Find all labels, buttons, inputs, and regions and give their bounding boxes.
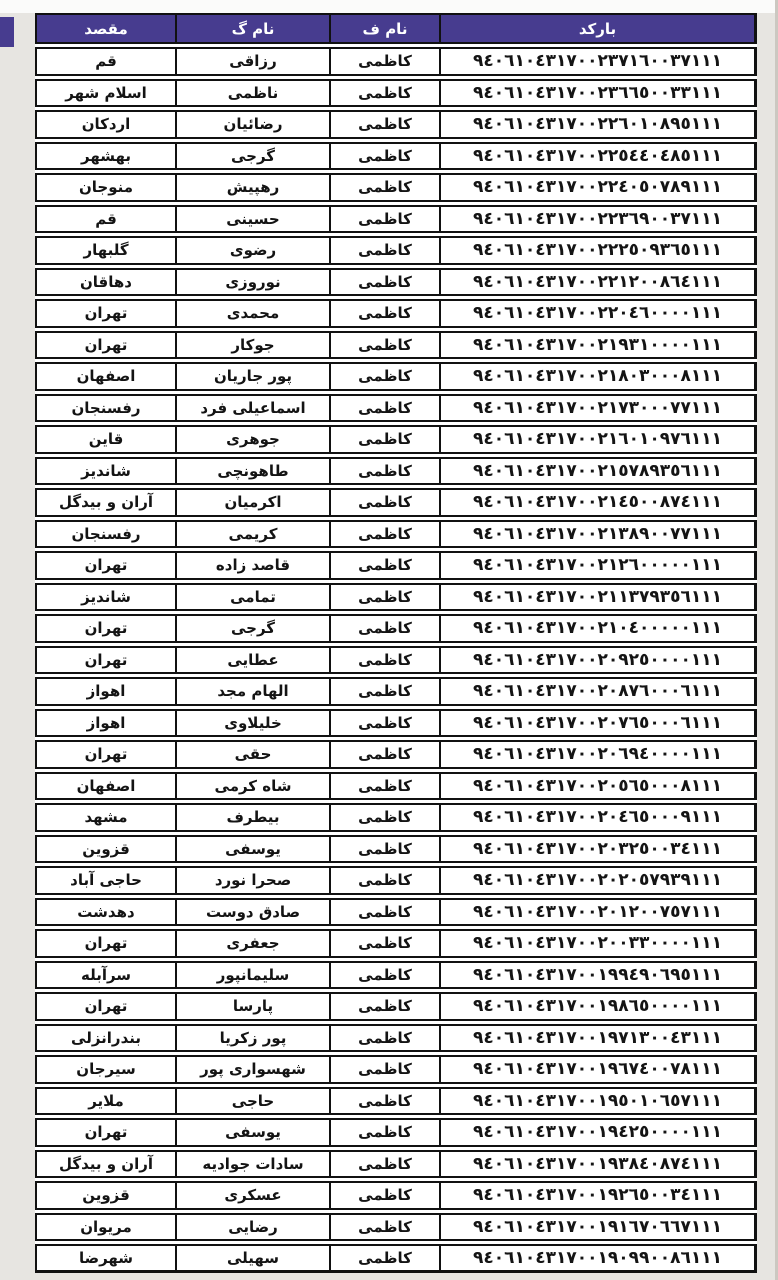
cell-destination: بهشهر	[80, 146, 132, 165]
cell-barcode: ٩٤٠٦١٠٤٣١٧٠٠١٩٠٩٩٠٠٨٦١١١	[439, 1246, 754, 1270]
cell-lastname: رضائیان	[175, 112, 329, 137]
cell-destination: تهران	[84, 556, 128, 575]
column-header-lastname: نام گ	[175, 15, 329, 42]
cell-barcode: ٩٤٠٦١٠٤٣١٧٠٠٢٠٣٢٥٠٠٣٤١١١	[439, 837, 754, 862]
cell-lastname: قاصد زاده	[175, 553, 329, 578]
cell-lastname: جوکار	[175, 333, 329, 358]
cell-firstname: کاظمی	[329, 963, 439, 988]
table-row	[35, 898, 757, 927]
cell-firstname: کاظمی	[329, 994, 439, 1019]
cell-barcode: ٩٤٠٦١٠٤٣١٧٠٠٢١٧٣٠٠٠٧٧١١١	[439, 396, 754, 421]
cell-barcode: ٩٤٠٦١٠٤٣١٧٠٠١٩٦٧٤٠٠٧٨١١١	[439, 1057, 754, 1082]
cell-barcode: ٩٤٠٦١٠٤٣١٧٠٠٢٠١٢٠٠٧٥٧١١١	[439, 900, 754, 925]
table-row	[35, 929, 757, 958]
cell-barcode: ٩٤٠٦١٠٤٣١٧٠٠٢١٢٦٠٠٠٠٠١١١	[439, 553, 754, 578]
cell-barcode: ٩٤٠٦١٠٤٣١٧٠٠٢٢٦٠١٠٨٩٥١١١	[439, 112, 754, 137]
cell-lastname: نوروزی	[175, 270, 329, 295]
table-row	[35, 1024, 757, 1053]
cell-firstname: کاظمی	[329, 522, 439, 547]
table-row	[35, 331, 757, 360]
cell-firstname: کاظمی	[329, 1215, 439, 1240]
cell-destination: قم	[95, 52, 117, 71]
cell-destination: گلبهار	[83, 241, 129, 260]
cell-barcode: ٩٤٠٦١٠٤٣١٧٠٠٢٢٥٤٤٠٤٨٥١١١	[439, 144, 754, 169]
cell-lastname: اسماعیلی فرد	[175, 396, 329, 421]
cell-firstname: کاظمی	[329, 175, 439, 200]
cell-firstname: کاظمی	[329, 1057, 439, 1082]
cell-destination: تهران	[84, 650, 128, 669]
cell-firstname: کاظمی	[329, 648, 439, 673]
cell-barcode: ٩٤٠٦١٠٤٣١٧٠٠١٩٢٦٥٠٠٣٤١١١	[439, 1183, 754, 1208]
cell-barcode: ٩٤٠٦١٠٤٣١٧٠٠٢٠٤٦٥٠٠٠٩١١١	[439, 805, 754, 830]
cell-barcode: ٩٤٠٦١٠٤٣١٧٠٠٢٢٠٤٦٠٠٠٠١١١	[439, 301, 754, 326]
cell-firstname: کاظمی	[329, 679, 439, 704]
cell-destination: شهرضا	[78, 1248, 134, 1267]
cell-destination: بندرانزلی	[71, 1028, 141, 1047]
cell-firstname: کاظمی	[329, 427, 439, 452]
cell-lastname: محمدی	[175, 301, 329, 326]
cell-destination: دهاقان	[80, 272, 132, 291]
table-body	[35, 47, 757, 1273]
cell-firstname: کاظمی	[329, 144, 439, 169]
cell-firstname: کاظمی	[329, 616, 439, 641]
cell-lastname: ناظمی	[175, 81, 329, 106]
cell-barcode: ٩٤٠٦١٠٤٣١٧٠٠١٩١٦٧٠٦٦٧١١١	[439, 1215, 754, 1240]
table-row	[35, 992, 757, 1021]
cell-barcode: ٩٤٠٦١٠٤٣١٧٠٠١٩٧١٣٠٠٤٣١١١	[439, 1026, 754, 1051]
cell-lastname: سادات جوادیه	[175, 1152, 329, 1177]
cell-barcode: ٩٤٠٦١٠٤٣١٧٠٠٢٠٦٩٤٠٠٠٠١١١	[439, 742, 754, 767]
cell-destination: سرآبله	[80, 965, 132, 984]
cell-barcode: ٩٤٠٦١٠٤٣١٧٠٠٢٢٣٦٩٠٠٣٧١١١	[439, 207, 754, 232]
cell-destination: تهران	[84, 745, 128, 764]
cell-destination: رفسنجان	[71, 398, 141, 417]
cell-destination: اهواز	[86, 682, 126, 701]
cell-barcode: ٩٤٠٦١٠٤٣١٧٠٠٢٢٤٠٥٠٧٨٩١١١	[439, 175, 754, 200]
table-row	[35, 709, 757, 738]
cell-destination: تهران	[84, 335, 128, 354]
page-top-margin	[0, 0, 778, 13]
table-row	[35, 646, 757, 675]
cell-barcode: ٩٤٠٦١٠٤٣١٧٠٠١٩٣٨٤٠٨٧٤١١١	[439, 1152, 754, 1177]
cell-lastname: صحرا نورد	[175, 868, 329, 893]
cell-firstname: کاظمی	[329, 774, 439, 799]
cell-barcode: ٩٤٠٦١٠٤٣١٧٠٠٢٠٠٣٣٠٠٠٠١١١	[439, 931, 754, 956]
cell-firstname: کاظمی	[329, 112, 439, 137]
cell-destination: تهران	[84, 1123, 128, 1142]
cell-firstname: کاظمی	[329, 742, 439, 767]
cell-lastname: گرجی	[175, 616, 329, 641]
table-row	[35, 488, 757, 517]
table-row	[35, 205, 757, 234]
cell-destination: قزوین	[82, 839, 130, 858]
cell-destination: دهدشت	[77, 902, 135, 921]
cell-lastname: رهپیش	[175, 175, 329, 200]
cell-lastname: گرجی	[175, 144, 329, 169]
table-row	[35, 47, 757, 76]
header-left-stripe	[0, 17, 14, 47]
cell-firstname: کاظمی	[329, 931, 439, 956]
cell-destination: مریوان	[80, 1217, 132, 1236]
table-row	[35, 268, 757, 297]
cell-destination: شاندیز	[81, 461, 131, 480]
cell-destination: تهران	[84, 619, 128, 638]
cell-destination: شاندیز	[81, 587, 131, 606]
cell-lastname: رضوی	[175, 238, 329, 263]
cell-destination: اردکان	[81, 115, 131, 134]
table-row	[35, 866, 757, 895]
cell-destination: تهران	[84, 934, 128, 953]
table-row	[35, 142, 757, 171]
cell-firstname: کاظمی	[329, 81, 439, 106]
cell-lastname: خلیلاوی	[175, 711, 329, 736]
cell-firstname: کاظمی	[329, 459, 439, 484]
cell-destination: اهواز	[86, 713, 126, 732]
cell-lastname: سهیلی	[175, 1246, 329, 1270]
table-row	[35, 1087, 757, 1116]
table-row	[35, 425, 757, 454]
cell-barcode: ٩٤٠٦١٠٤٣١٧٠٠١٩٥٠١٠٦٥٧١١١	[439, 1089, 754, 1114]
cell-lastname: حقی	[175, 742, 329, 767]
cell-firstname: کاظمی	[329, 837, 439, 862]
table-row	[35, 1150, 757, 1179]
cell-firstname: کاظمی	[329, 238, 439, 263]
cell-barcode: ٩٤٠٦١٠٤٣١٧٠٠٢٢٢٥٠٩٣٦٥١١١	[439, 238, 754, 263]
cell-firstname: کاظمی	[329, 868, 439, 893]
table-row	[35, 1244, 757, 1273]
table-row	[35, 1055, 757, 1084]
cell-firstname: کاظمی	[329, 1152, 439, 1177]
cell-lastname: حاجی	[175, 1089, 329, 1114]
table-row	[35, 173, 757, 202]
cell-lastname: پور جاریان	[175, 364, 329, 389]
table-row	[35, 457, 757, 486]
table-row	[35, 583, 757, 612]
cell-firstname: کاظمی	[329, 364, 439, 389]
cell-barcode: ٩٤٠٦١٠٤٣١٧٠٠٢١٠٤٠٠٠٠٠١١١	[439, 616, 754, 641]
cell-firstname: کاظمی	[329, 49, 439, 74]
table-row	[35, 614, 757, 643]
cell-lastname: طاهونچی	[175, 459, 329, 484]
cell-barcode: ٩٤٠٦١٠٤٣١٧٠٠٢٠٥٦٥٠٠٠٨١١١	[439, 774, 754, 799]
cell-barcode: ٩٤٠٦١٠٤٣١٧٠٠١٩٨٦٥٠٠٠٠١١١	[439, 994, 754, 1019]
column-header-barcode: بارکد	[439, 15, 754, 42]
cell-destination: قم	[95, 209, 117, 228]
cell-lastname: اکرمیان	[175, 490, 329, 515]
cell-lastname: یوسفی	[175, 1120, 329, 1145]
cell-barcode: ٩٤٠٦١٠٤٣١٧٠٠٢٢١٢٠٠٨٦٤١١١	[439, 270, 754, 295]
cell-lastname: یوسفی	[175, 837, 329, 862]
cell-barcode: ٩٤٠٦١٠٤٣١٧٠٠٢١٨٠٣٠٠٠٨١١١	[439, 364, 754, 389]
cell-firstname: کاظمی	[329, 1183, 439, 1208]
cell-destination: تهران	[84, 304, 128, 323]
cell-barcode: ٩٤٠٦١٠٤٣١٧٠٠١٩٤٢٥٠٠٠٠١١١	[439, 1120, 754, 1145]
cell-barcode: ٩٤٠٦١٠٤٣١٧٠٠٢١٣٨٩٠٠٧٧١١١	[439, 522, 754, 547]
cell-lastname: حسینی	[175, 207, 329, 232]
table-row	[35, 520, 757, 549]
cell-destination: اسلام شهر	[65, 83, 147, 102]
cell-lastname: رزاقی	[175, 49, 329, 74]
table-row	[35, 299, 757, 328]
table-row	[35, 835, 757, 864]
cell-barcode: ٩٤٠٦١٠٤٣١٧٠٠٢٠٧٦٥٠٠٠٦١١١	[439, 711, 754, 736]
cell-lastname: پور زکریا	[175, 1026, 329, 1051]
cell-firstname: کاظمی	[329, 301, 439, 326]
cell-barcode: ٩٤٠٦١٠٤٣١٧٠٠١٩٩٤٩٠٦٩٥١١١	[439, 963, 754, 988]
cell-destination: ملایر	[88, 1091, 124, 1110]
cell-barcode: ٩٤٠٦١٠٤٣١٧٠٠٢٣٦٦٥٠٠٣٣١١١	[439, 81, 754, 106]
table-row	[35, 961, 757, 990]
cell-destination: قاین	[88, 430, 124, 449]
table-row	[35, 803, 757, 832]
column-header-firstname: نام ف	[329, 15, 439, 42]
column-header-destination: مقصد	[84, 19, 128, 38]
cell-lastname: عطایی	[175, 648, 329, 673]
cell-barcode: ٩٤٠٦١٠٤٣١٧٠٠٢١٦٠١٠٩٧٦١١١	[439, 427, 754, 452]
cell-firstname: کاظمی	[329, 711, 439, 736]
cell-lastname: جوهری	[175, 427, 329, 452]
cell-lastname: پارسا	[175, 994, 329, 1019]
cell-barcode: ٩٤٠٦١٠٤٣١٧٠٠٢١٥٧٨٩٣٥٦١١١	[439, 459, 754, 484]
cell-lastname: صادق دوست	[175, 900, 329, 925]
cell-lastname: شاه کرمی	[175, 774, 329, 799]
table-header-row	[35, 13, 757, 44]
cell-barcode: ٩٤٠٦١٠٤٣١٧٠٠٢٠٢٠٥٧٩٣٩١١١	[439, 868, 754, 893]
table-row	[35, 79, 757, 108]
table-row	[35, 677, 757, 706]
cell-destination: رفسنجان	[71, 524, 141, 543]
cell-barcode: ٩٤٠٦١٠٤٣١٧٠٠٢٠٨٧٦٠٠٠٦١١١	[439, 679, 754, 704]
shipment-table	[35, 13, 757, 1273]
cell-destination: سیرجان	[76, 1060, 136, 1079]
table-row	[35, 551, 757, 580]
table-row	[35, 1118, 757, 1147]
cell-lastname: جعفری	[175, 931, 329, 956]
cell-destination: حاجی آباد	[70, 871, 142, 890]
cell-firstname: کاظمی	[329, 553, 439, 578]
cell-destination: اصفهان	[76, 367, 136, 386]
table-row	[35, 1181, 757, 1210]
cell-firstname: کاظمی	[329, 1026, 439, 1051]
cell-lastname: شهسواری پور	[175, 1057, 329, 1082]
table-row	[35, 110, 757, 139]
cell-firstname: کاظمی	[329, 396, 439, 421]
cell-firstname: کاظمی	[329, 585, 439, 610]
cell-destination: منوجان	[78, 178, 134, 197]
cell-lastname: عسکری	[175, 1183, 329, 1208]
cell-lastname: تمامی	[175, 585, 329, 610]
cell-barcode: ٩٤٠٦١٠٤٣١٧٠٠٢٣٧١٦٠٠٣٧١١١	[439, 49, 754, 74]
cell-barcode: ٩٤٠٦١٠٤٣١٧٠٠٢١١٣٧٩٣٥٦١١١	[439, 585, 754, 610]
cell-destination: مشهد	[84, 808, 128, 827]
cell-lastname: کریمی	[175, 522, 329, 547]
cell-firstname: کاظمی	[329, 333, 439, 358]
cell-lastname: بیطرف	[175, 805, 329, 830]
table-row	[35, 236, 757, 265]
cell-firstname: کاظمی	[329, 900, 439, 925]
table-row	[35, 740, 757, 769]
cell-barcode: ٩٤٠٦١٠٤٣١٧٠٠٢٠٩٢٥٠٠٠٠١١١	[439, 648, 754, 673]
cell-firstname: کاظمی	[329, 1089, 439, 1114]
cell-firstname: کاظمی	[329, 805, 439, 830]
cell-barcode: ٩٤٠٦١٠٤٣١٧٠٠٢١٤٥٠٠٨٧٤١١١	[439, 490, 754, 515]
cell-lastname: الهام مجد	[175, 679, 329, 704]
cell-firstname: کاظمی	[329, 270, 439, 295]
table-row	[35, 362, 757, 391]
table-row	[35, 394, 757, 423]
table-row	[35, 1213, 757, 1242]
cell-destination: تهران	[84, 997, 128, 1016]
cell-lastname: رضایی	[175, 1215, 329, 1240]
cell-barcode: ٩٤٠٦١٠٤٣١٧٠٠٢١٩٣١٠٠٠٠١١١	[439, 333, 754, 358]
table-row	[35, 772, 757, 801]
cell-firstname: کاظمی	[329, 1120, 439, 1145]
cell-destination: اصفهان	[76, 776, 136, 795]
cell-firstname: کاظمی	[329, 490, 439, 515]
cell-firstname: کاظمی	[329, 207, 439, 232]
cell-destination: آران و بیدگل	[58, 493, 154, 512]
cell-destination: قزوین	[82, 1186, 130, 1205]
cell-lastname: سلیمانپور	[175, 963, 329, 988]
cell-firstname: کاظمی	[329, 1246, 439, 1270]
cell-destination: آران و بیدگل	[58, 1154, 154, 1173]
